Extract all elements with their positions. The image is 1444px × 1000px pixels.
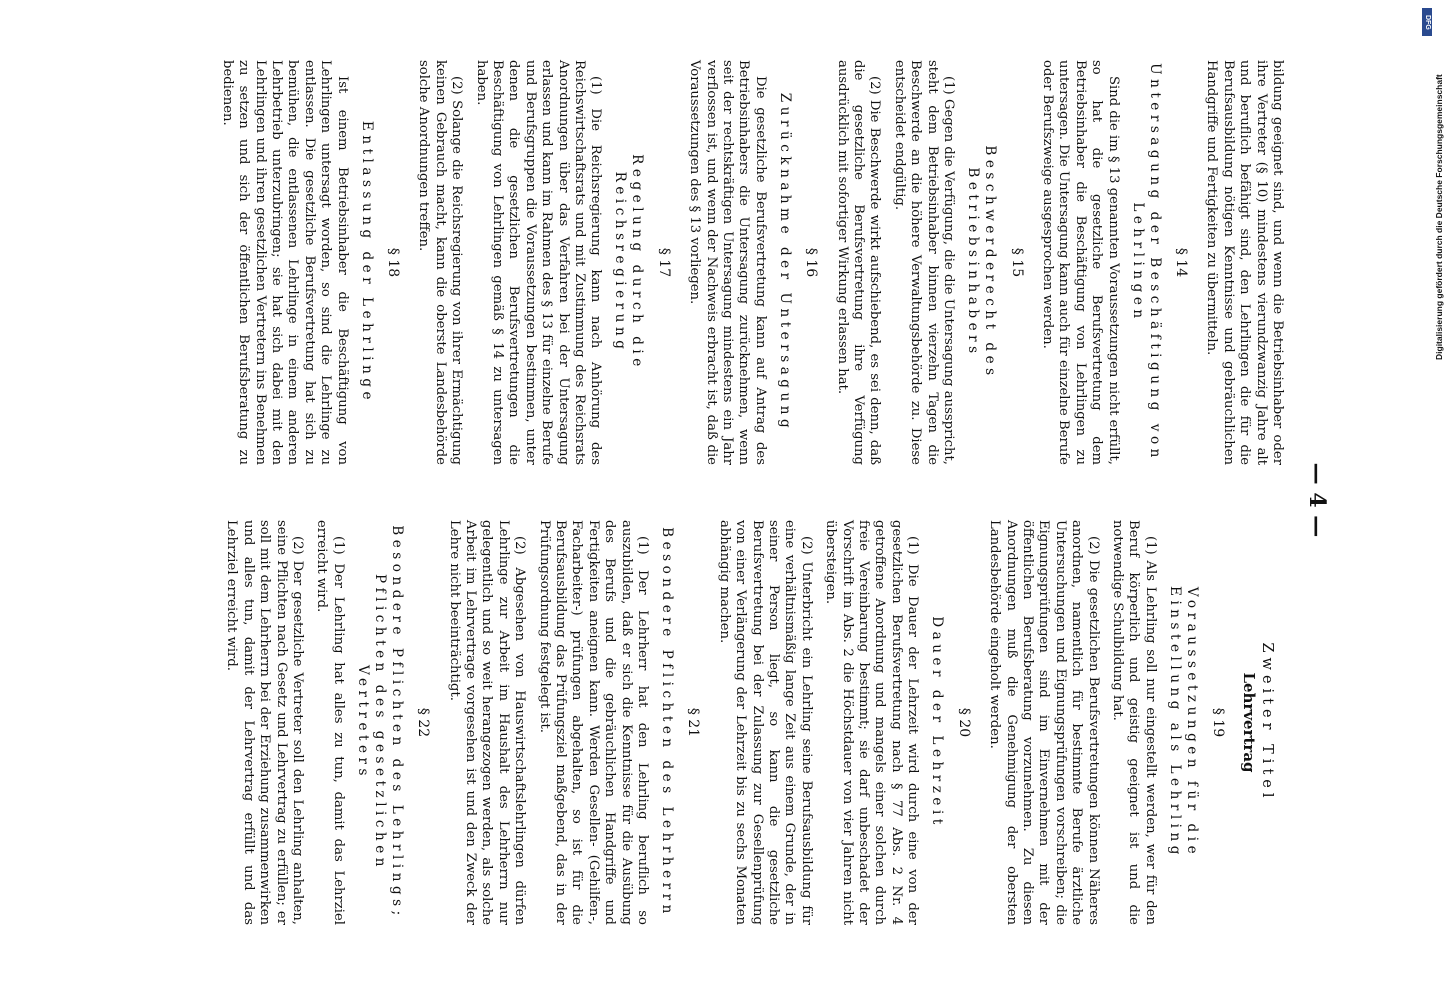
section-20-paragraph-2: (2) Unterbricht ein Lehrling seine Berufsausbildung für eine verhältnismäßig lange Zeit aus einem Grunde, der in seiner Person liegt, so kann die gesetzliche Berufsvertretung bei der Zulassung zur Gesellenprüfung von einer Verlängerung der Lehrzeit bis zu sechs Monaten abhängig machen. [716,520,814,925]
section-17-paragraph-2: (2) Solange die Reichsregierung von ihrer Ermächtigung keinen Gebrauch macht, kann die oberste Landesbehörde solche Anordnungen treffen. [416,60,465,465]
section-14-paragraph: Sind die im § 13 genannten Voraussetzungen nicht erfüllt, so hat die gesetzliche Berufsvertretung dem Betriebsinhaber die Beschäftigung von Lehrlingen zu untersagen. Die Untersagung kann auch für einzelne Berufe oder Berufszweige ausgesprochen werden. [1039,60,1121,465]
section-21-paragraph-1: (1) Der Lehrherr hat den Lehrling beruflich so auszubilden, daß er sich die Kenntnisse für die Ausübung des Berufs und die gebräuchlichen Handgriffe und Fertigkeiten aneignen kann. Werden Gesellen- (Gehilfen-, Facharbeiter-) prüfungen abgehalten, so ist für die Berufsausbildung das Prüfungsziel maßgebend, das in der Prüfungsordnung festgelegt ist. [536,520,651,925]
section-21-paragraph-2: (2) Abgesehen von Hauswirtschaftslehrlingen dürfen Lehrlinge zur Arbeit im Haushalt des Lehrherrn nur gelegentlich und so weit herangezogen werden, als solche Arbeit im Lehrvertrage vorgesehen ist und den Zweck der Lehre nicht beeinträchtigt. [446,520,528,925]
section-17-paragraph-1: (1) Die Reichsregierung kann nach Anhörung des Reichswirtschaftsrats und mit Zustimmung des Reichsrats Anordnungen über das Verfahren bei der Untersagung erlassen und kann im Rahmen des § 13 für einzelne Berufe und Berufsgruppen die Voraussetzungen bestimmen, unter denen die gesetzlichen Berufsvertretungen die Beschäftigung von Lehrlingen gemäß § 14 zu untersagen haben. [473,60,604,465]
intro-paragraph: bildung geeignet sind, und wenn die Betriebsinhaber oder ihre Vertreter (§ 10) mindestens vierundzwanzig Jahre alt und beruflich befähigt sind, den Lehrlingen die für die Berufsausbildung nötigen Kenntnisse und gebräuchlichen Handgriffe und Fertigkeiten zu übermitteln. [1204,60,1285,465]
dfg-logo: DFG [1422,8,1432,36]
section-14-heading: Untersagung der Beschäftigung von Lehrlingen [1129,63,1163,462]
part-title: Zweiter Titel [1259,642,1275,803]
section-20-heading: Dauer der Lehrzeit [929,616,946,829]
digitization-notice-text: Digitalisierung gefördert durch die Deutsche Forschungsgemeinschaft [1434,74,1444,360]
section-21-heading: Besondere Pflichten des Lehrherrn [659,527,676,918]
section-19-paragraph-2: (2) Die gesetzlichen Berufsvertretungen können Näheres anordnen, namentlich für bestimmte Berufe ärztliche Untersuchungen und Eignungsprüfungen vorschreiben; die Eignungsprüfungen sind im Einvernehmen mit der öffentlichen Berufsberatung vorzunehmen. Zu diesen Anordnungen muß die Genehmigung der obersten Landesbehörde eingeholt werden. [987,520,1101,925]
section-18-number: § 18 [384,247,401,278]
section-19-heading: Voraussetzungen für die Einstellung als Lehrling [1166,586,1200,859]
document-page [120,60,1330,940]
section-22-number: § 22 [415,707,432,738]
section-15-number: § 15 [1008,247,1025,278]
section-20-number: § 20 [955,707,972,738]
section-15-paragraph-2: (2) Die Beschwerde wirkt aufschiebend, es sei denn, daß die gesetzliche Berufsvertretung ihre Verfügung ausdrücklich mit sofortiger Wirkung erlassen hat. [834,60,883,465]
section-19-number: § 19 [1210,707,1227,738]
section-15-paragraph-1: (1) Gegen die Verfügung, die die Untersagung ausspricht, steht dem Betriebsinhaber binnen vierzehn Tagen die Beschwerde an die höhere Verwaltungsbehörde zu. Diese entscheidet endgültig. [891,60,957,465]
digitization-notice [1434,74,1444,360]
part-subtitle: Lehrvertrag [1239,672,1258,773]
page-number: — 4 — [1304,462,1330,538]
section-16-paragraph: Die gesetzliche Berufsvertretung kann auf Antrag des Betriebsinhabers die Untersagung zurücknehmen, wenn seit der rechtskräftigen Untersagung mindestens ein Jahr verflossen ist, und wenn der Nachweis erbracht ist, daß die Voraussetzungen des § 13 vorliegen. [687,60,768,465]
section-22-heading: Besondere Pflichten des Lehrlings; Pflichten des gesetzlichen Vertreters [354,525,405,920]
section-16-number: § 16 [803,247,820,278]
section-14-number: § 14 [1172,247,1189,278]
section-15-heading: Beschwerderecht des Betriebsinhabers [965,145,999,380]
section-17-number: § 17 [655,247,672,278]
section-21-number: § 21 [685,707,702,738]
section-16-heading: Zurücknahme der Untersagung [776,92,793,433]
left-column [210,60,1285,465]
section-19-paragraph-1: (1) Als Lehrling soll nur eingestellt werden, wer für den Beruf körperlich und geistig geeignet ist und die notwendige Schulbildung hat. [1109,520,1158,925]
section-20-paragraph-1: (1) Die Dauer der Lehrzeit wird durch eine von der gesetzlichen Berufsvertretung nach § 77 Abs. 2 Nr. 4 getroffene Anordnung und mangels einer solchen durch freie Vereinbarung bestimmt; sie darf unbeschadet der Vorschrift im Abs. 2 die Höchstdauer von vier Jahren nicht übersteigen. [823,520,921,925]
section-18-paragraph: Ist einem Betriebsinhaber die Beschäftigung von Lehrlingen untersagt worden, so sind die Lehrlinge zu entlassen. Die gesetzliche Berufsvertretung hat sich zu bemühen, die entlassenen Lehrlinge in einem anderen Lehrbetrieb unterzubringen; sie hat sich dabei mit den Lehrlingen und ihren gesetzlichen Vertretern ins Benehmen zu setzen und sich der öffentlichen Berufsberatung zu bedienen. [219,60,350,465]
section-22-paragraph-1: (1) Der Lehrling hat alles zu tun, damit das Lehrziel erreicht wird. [314,520,346,925]
section-22-paragraph-2: (2) Der gesetzliche Vertreter soll den Lehrling anhalten, seine Pflichten nach Gesetz und Lehrvertrag zu erfüllen; er soll mit dem Lehrherrn bei der Erziehung zusammenwirken und alles tun, damit der Lehrvertrag erfüllt und das Lehrziel erreicht wird. [224,520,305,925]
right-column [215,520,1285,925]
section-18-heading: Entlassung der Lehrlinge [358,120,375,405]
section-17-heading: Regelung durch die Reichsregierung [612,154,646,371]
